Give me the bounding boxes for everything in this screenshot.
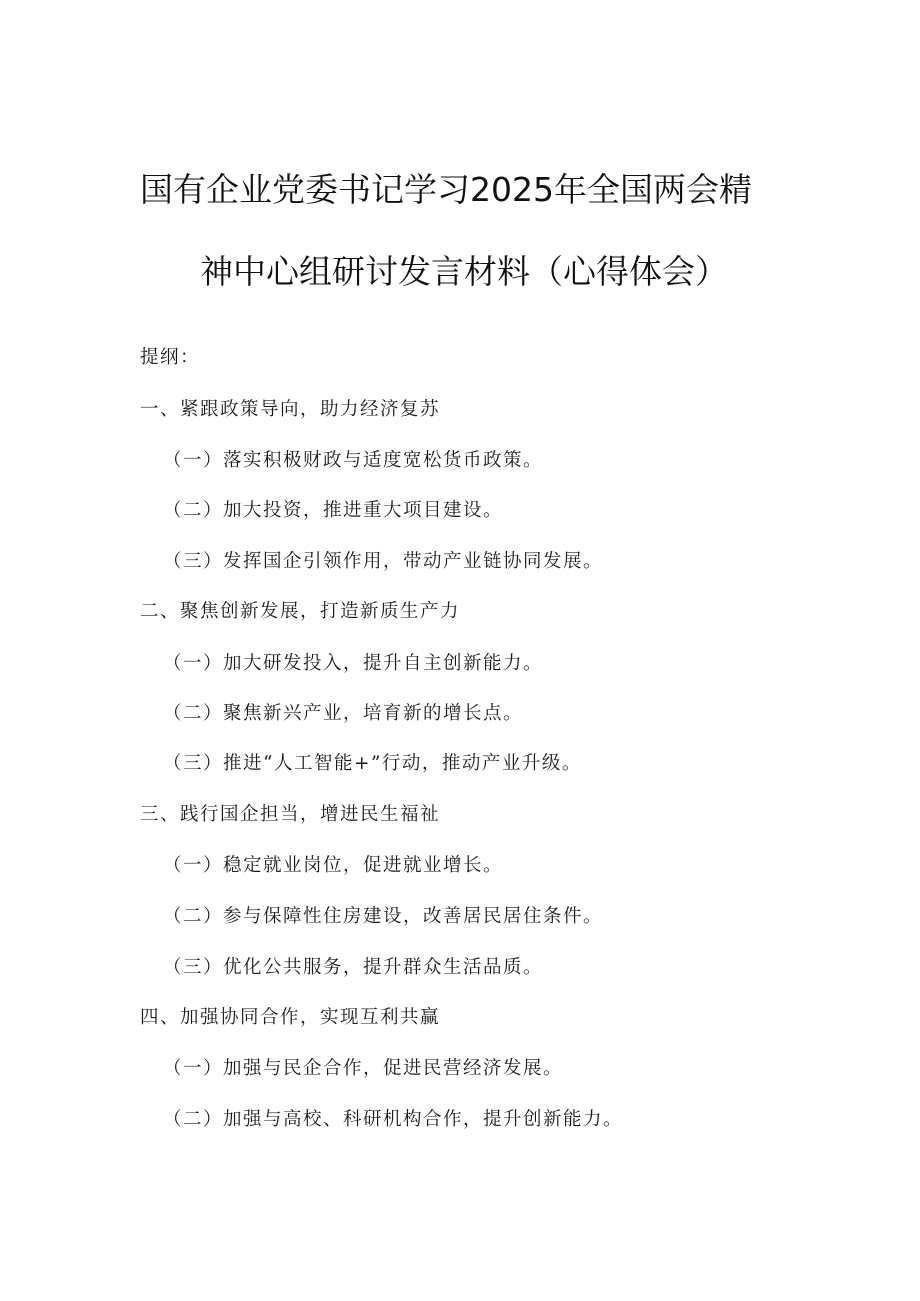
section-heading-2: 二、聚焦创新发展，打造新质生产力: [140, 601, 461, 622]
outline-item: （二）参与保障性住房建设，改善居民居住条件。: [163, 906, 604, 927]
section-heading-1: 一、紧跟政策导向，助力经济复苏: [140, 399, 441, 420]
outline-item: （一）加强与民企合作，促进民营经济发展。: [163, 1058, 564, 1079]
outline-item: （二）加大投资，推进重大项目建设。: [163, 500, 504, 521]
outline-item: （一）落实积极财政与适度宽松货币政策。: [163, 450, 544, 471]
outline-label: 提纲：: [140, 347, 201, 368]
document-title-line-1: 国有企业党委书记学习2025年全国两会精: [140, 170, 752, 209]
outline-item: （三）优化公共服务，提升群众生活品质。: [163, 957, 544, 978]
section-heading-4: 四、加强协同合作，实现互利共赢: [140, 1007, 441, 1028]
section-heading-3: 三、践行国企担当，增进民生福祉: [140, 804, 441, 825]
outline-item: （一）稳定就业岗位，促进就业增长。: [163, 855, 504, 876]
outline-item: （二）加强与高校、科研机构合作，提升创新能力。: [163, 1109, 624, 1130]
outline-item: （二）聚焦新兴产业，培育新的增长点。: [163, 703, 524, 724]
document-title-line-2: 神中心组研讨发言材料（心得体会）: [200, 252, 728, 291]
outline-item: （三）发挥国企引领作用，带动产业链协同发展。: [163, 551, 604, 572]
outline-item: （三）推进“人工智能+”行动，推动产业升级。: [163, 753, 582, 774]
outline-item: （一）加大研发投入，提升自主创新能力。: [163, 653, 544, 674]
